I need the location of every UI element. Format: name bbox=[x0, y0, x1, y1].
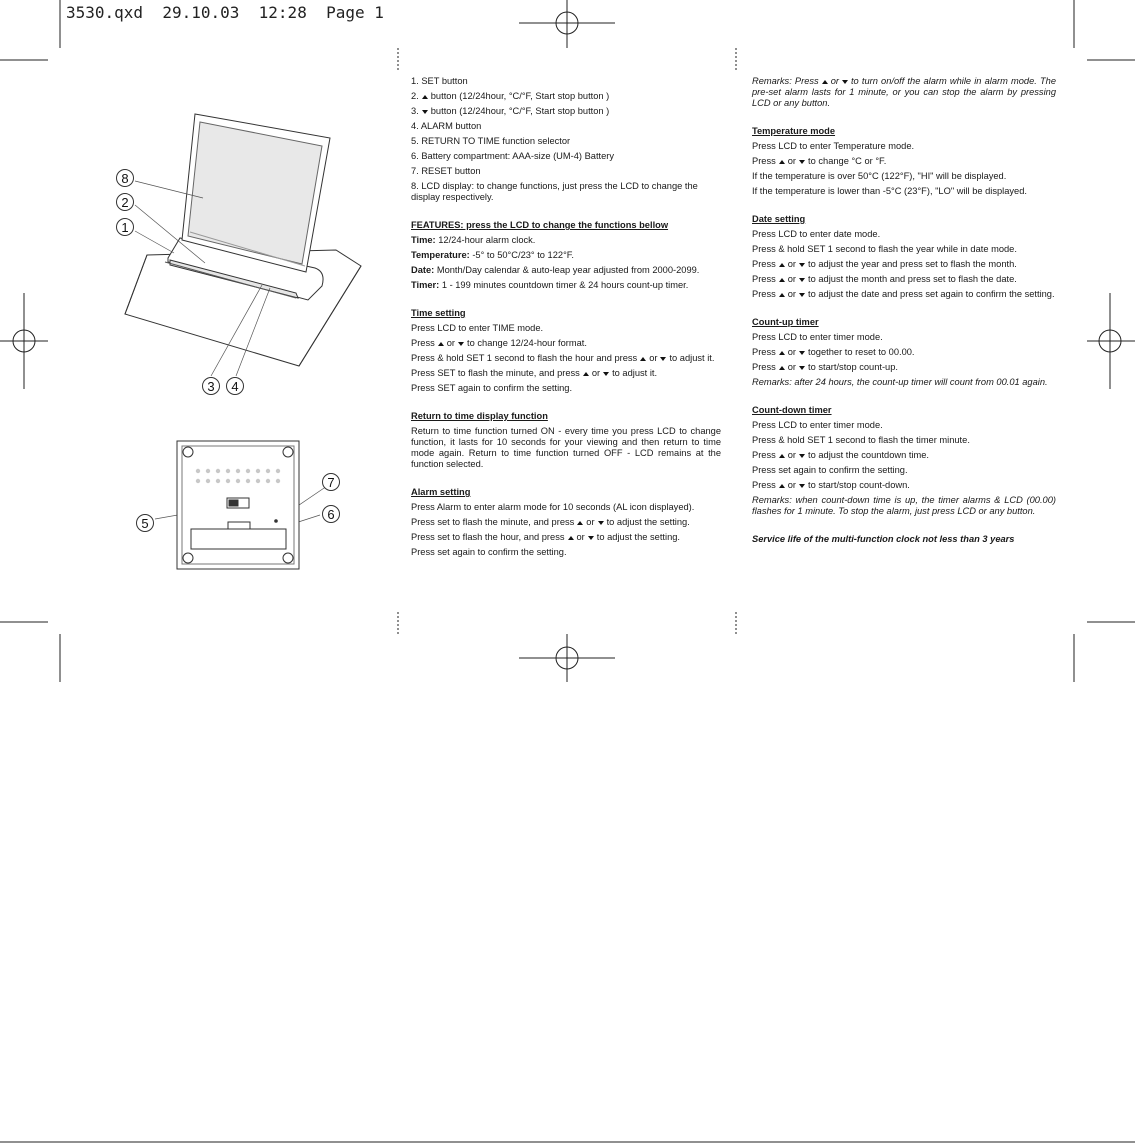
countdown-line: Press LCD to enter timer mode. bbox=[752, 420, 883, 430]
down-arrow-icon bbox=[799, 366, 805, 370]
temp-line: If the temperature is over 50°C (122°F), "HI" will be displayed. bbox=[752, 171, 1007, 181]
column-instructions-1 bbox=[411, 76, 721, 562]
down-arrow-icon bbox=[598, 521, 604, 525]
callout-5: 5 bbox=[141, 516, 149, 531]
up-arrow-icon bbox=[779, 484, 785, 488]
registration-mark-right bbox=[1087, 293, 1135, 389]
count-down-heading: Count-down timer bbox=[752, 405, 832, 415]
countdown-line: Press & hold SET 1 second to flash the timer minute. bbox=[752, 435, 970, 445]
down-arrow-icon bbox=[799, 454, 805, 458]
time-setting-line: Press or to change 12/24-hour format. bbox=[411, 338, 587, 348]
callout-3: 3 bbox=[207, 379, 215, 394]
feature-time: Time: 12/24-hour alarm clock. bbox=[411, 235, 536, 245]
clock-front-illustration bbox=[125, 114, 361, 366]
part-1: 1. SET button bbox=[411, 76, 468, 86]
countup-line: Press LCD to enter timer mode. bbox=[752, 332, 883, 342]
up-arrow-icon bbox=[779, 293, 785, 297]
down-arrow-icon bbox=[799, 263, 805, 267]
battery-compartment bbox=[191, 529, 286, 549]
alarm-line: Press set to flash the minute, and press or to adjust the setting. bbox=[411, 517, 690, 527]
up-arrow-icon bbox=[438, 342, 444, 346]
up-arrow-icon bbox=[779, 351, 785, 355]
countup-line: Press or together to reset to 00.00. bbox=[752, 347, 915, 357]
date-line: Press or to adjust the year and press set to flash the month. bbox=[752, 259, 1017, 269]
down-arrow-icon bbox=[422, 110, 428, 114]
down-arrow-icon bbox=[799, 484, 805, 488]
return-function-body: Return to time function turned ON - every time you press LCD to change function, it lasts for 10 seconds for your viewing and then return to time mode again. Return to time function turned OFF - LCD remains at the function selected. bbox=[411, 426, 721, 469]
time-setting-line: Press LCD to enter TIME mode. bbox=[411, 323, 544, 333]
alarm-remarks: Remarks: Press or to turn on/off the alarm while in alarm mode. The pre-set alarm lasts for 1 minute, or you can stop the alarm by pressing LCD or any button. bbox=[752, 76, 1056, 108]
date-line: Press or to adjust the month and press set to flash the date. bbox=[752, 274, 1017, 284]
part-3: 3. button (12/24hour, °C/°F, Start stop button ) bbox=[411, 106, 610, 116]
up-arrow-icon bbox=[577, 521, 583, 525]
down-arrow-icon bbox=[799, 293, 805, 297]
countdown-remark: Remarks: when count-down time is up, the timer alarms & LCD (00.00) flashes for 1 minute. To stop the alarm, just press LCD or any button. bbox=[752, 495, 1056, 516]
count-up-heading: Count-up timer bbox=[752, 317, 819, 327]
callout-4: 4 bbox=[231, 379, 239, 394]
callout-2: 2 bbox=[121, 195, 129, 210]
part-4: 4. ALARM button bbox=[411, 121, 482, 131]
temperature-mode-heading: Temperature mode bbox=[752, 126, 836, 136]
down-arrow-icon bbox=[588, 536, 594, 540]
clock-back-illustration bbox=[177, 441, 299, 569]
temp-line: Press or to change °C or °F. bbox=[752, 156, 887, 166]
feature-date: Date: Month/Day calendar & auto-leap year adjusted from 2000-2099. bbox=[411, 265, 700, 275]
down-arrow-icon bbox=[799, 351, 805, 355]
part-6: 6. Battery compartment: AAA-size (UM-4) Battery bbox=[411, 151, 615, 161]
registration-mark-left bbox=[0, 293, 48, 389]
down-arrow-icon bbox=[799, 160, 805, 164]
up-arrow-icon bbox=[640, 357, 646, 361]
time-setting-line: Press SET to flash the minute, and press or to adjust it. bbox=[411, 368, 658, 378]
date-line: Press & hold SET 1 second to flash the year while in date mode. bbox=[752, 244, 1017, 254]
down-arrow-icon bbox=[458, 342, 464, 346]
down-arrow-icon bbox=[799, 278, 805, 282]
date-setting-heading: Date setting bbox=[752, 214, 806, 224]
time-setting-heading: Time setting bbox=[411, 308, 466, 318]
date-line: Press or to adjust the date and press set again to confirm the setting. bbox=[752, 289, 1055, 299]
registration-mark-bottom bbox=[519, 634, 615, 682]
registration-mark-top bbox=[519, 0, 615, 48]
alarm-line: Press set to flash the hour, and press or to adjust the setting. bbox=[411, 532, 680, 542]
up-arrow-icon bbox=[568, 536, 574, 540]
return-function-heading: Return to time display function bbox=[411, 411, 548, 421]
service-life-note: Service life of the multi-function clock not less than 3 years bbox=[752, 534, 1015, 544]
part-7: 7. RESET button bbox=[411, 166, 481, 176]
up-arrow-icon bbox=[779, 263, 785, 267]
feature-timer: Timer: 1 - 199 minutes countdown timer & 24 hours count-up timer. bbox=[411, 280, 689, 290]
part-2: 2. button (12/24hour, °C/°F, Start stop button ) bbox=[411, 91, 610, 101]
alarm-setting-heading: Alarm setting bbox=[411, 487, 471, 497]
temp-line: If the temperature is lower than -5°C (23°F), "LO" will be displayed. bbox=[752, 186, 1027, 196]
reset-hole bbox=[275, 520, 278, 523]
up-arrow-icon bbox=[422, 95, 428, 99]
up-arrow-icon bbox=[779, 160, 785, 164]
alarm-line: Press Alarm to enter alarm mode for 10 seconds (AL icon displayed). bbox=[411, 502, 695, 512]
countup-remark: Remarks: after 24 hours, the count-up timer will count from 00.01 again. bbox=[752, 377, 1048, 387]
part-5: 5. RETURN TO TIME function selector bbox=[411, 136, 571, 146]
countdown-line: Press or to start/stop count-down. bbox=[752, 480, 910, 490]
up-arrow-icon bbox=[779, 454, 785, 458]
callout-8: 8 bbox=[121, 171, 129, 186]
down-arrow-icon bbox=[660, 357, 666, 361]
date-line: Press LCD to enter date mode. bbox=[752, 229, 881, 239]
down-arrow-icon bbox=[842, 80, 848, 84]
up-arrow-icon bbox=[822, 80, 828, 84]
down-arrow-icon bbox=[603, 372, 609, 376]
up-arrow-icon bbox=[779, 278, 785, 282]
time-setting-line: Press SET again to confirm the setting. bbox=[411, 383, 573, 393]
column-instructions-2 bbox=[752, 76, 1056, 549]
up-arrow-icon bbox=[779, 366, 785, 370]
switch-slider bbox=[229, 500, 238, 506]
callout-1: 1 bbox=[121, 220, 129, 235]
temp-line: Press LCD to enter Temperature mode. bbox=[752, 141, 915, 151]
callout-7: 7 bbox=[327, 475, 335, 490]
alarm-line: Press set again to confirm the setting. bbox=[411, 547, 567, 557]
file-slug-header: 3530.qxd 29.10.03 12:28 Page 1 bbox=[66, 3, 384, 22]
countdown-line: Press set again to confirm the setting. bbox=[752, 465, 908, 475]
up-arrow-icon bbox=[583, 372, 589, 376]
time-setting-line: Press & hold SET 1 second to flash the hour and press or to adjust it. bbox=[411, 353, 715, 363]
feature-temperature: Temperature: -5° to 50°C/23° to 122°F. bbox=[411, 250, 575, 260]
features-heading: FEATURES: press the LCD to change the functions bellow bbox=[411, 220, 669, 230]
countdown-line: Press or to adjust the countdown time. bbox=[752, 450, 929, 460]
countup-line: Press or to start/stop count-up. bbox=[752, 362, 898, 372]
callout-6: 6 bbox=[327, 507, 335, 522]
part-8: 8. LCD display: to change functions, just press the LCD to change the display respectively. bbox=[411, 181, 698, 202]
